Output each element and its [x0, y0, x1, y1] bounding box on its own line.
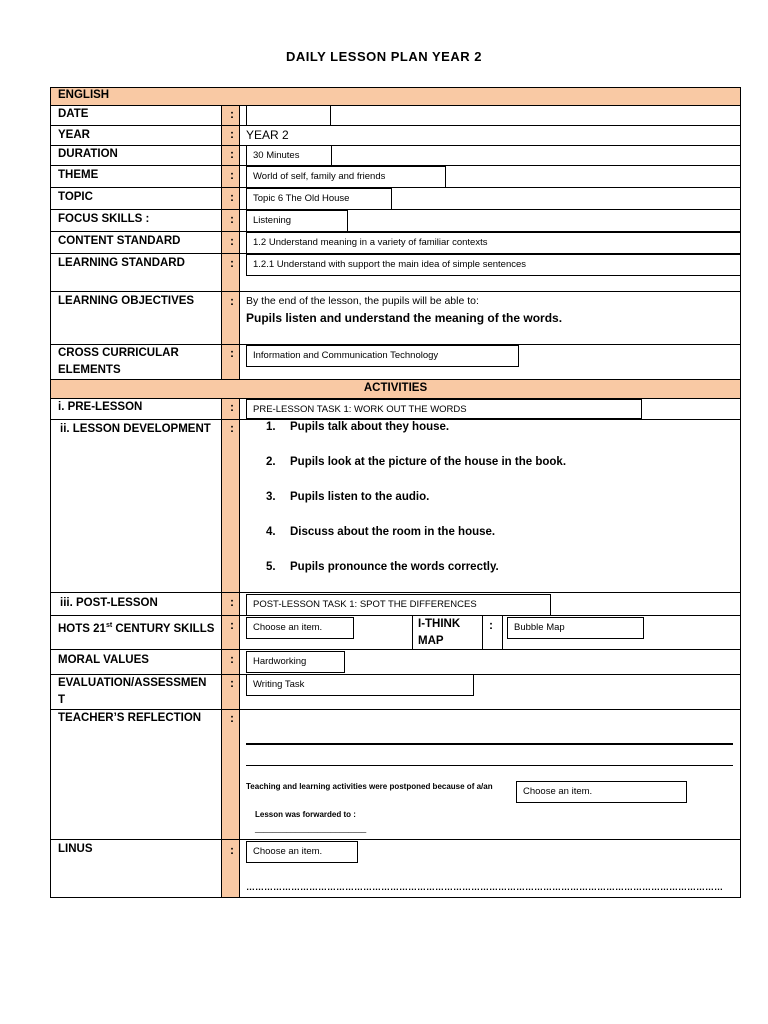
date-label: DATE	[58, 108, 89, 120]
colon: :	[230, 234, 234, 248]
learning-standard-label: LEARNING STANDARD	[58, 257, 185, 269]
objectives-main: Pupils listen and understand the meaning of the words.	[246, 311, 563, 325]
colon: :	[230, 595, 234, 609]
duration-field[interactable]: 30 Minutes	[246, 145, 332, 166]
hots-choose-item[interactable]: Choose an item.	[246, 617, 354, 639]
list-item: 2. Pupils look at the picture of the house in the book.	[266, 456, 567, 468]
linus-label: LINUS	[58, 843, 93, 855]
colon: :	[230, 256, 234, 270]
evaluation-field[interactable]: Writing Task	[246, 674, 474, 696]
colon: :	[230, 421, 234, 435]
theme-field[interactable]: World of self, family and friends	[246, 166, 446, 188]
colon: :	[230, 127, 234, 141]
subject-header-fill	[50, 87, 741, 105]
list-item: 4. Discuss about the room in the house.	[266, 526, 496, 538]
colon: :	[230, 711, 234, 725]
moral-values-field[interactable]: Hardworking	[246, 651, 345, 673]
content-standard-label: CONTENT STANDARD	[58, 235, 181, 247]
list-item: 5. Pupils pronounce the words correctly.	[266, 561, 499, 573]
content-standard-field[interactable]: 1.2 Understand meaning in a variety of familiar contexts	[246, 232, 741, 254]
pre-lesson-label: i. PRE-LESSON	[58, 401, 143, 413]
activities-heading: ACTIVITIES	[363, 382, 428, 394]
ithink-label-line1: I-THINK	[418, 618, 461, 630]
post-lesson-label: iii. POST-LESSON	[60, 597, 158, 609]
post-lesson-field[interactable]: POST-LESSON TASK 1: SPOT THE DIFFERENCES	[246, 594, 551, 616]
colon: :	[230, 212, 234, 226]
lesson-development-label: ii. LESSON DEVELOPMENT	[60, 423, 211, 435]
cross-curricular-label-line1: CROSS CURRICULAR	[58, 347, 179, 359]
ithink-label-line2: MAP	[418, 635, 444, 647]
forwarded-text: Lesson was forwarded to :	[255, 810, 356, 819]
focus-skills-label: FOCUS SKILLS :	[58, 213, 150, 225]
colon: :	[230, 346, 234, 360]
hots-label: HOTS 21st CENTURY SKILLS	[58, 622, 215, 635]
objectives-intro: By the end of the lesson, the pupils will be able to:	[246, 295, 479, 307]
page-title: DAILY LESSON PLAN YEAR 2	[286, 49, 482, 64]
theme-label: THEME	[58, 169, 99, 181]
forwarded-blank: _________________________	[255, 824, 367, 833]
colon: :	[489, 618, 493, 632]
year-label: YEAR	[58, 129, 90, 141]
focus-skills-field[interactable]: Listening	[246, 210, 348, 232]
learning-objectives-label: LEARNING OBJECTIVES	[58, 295, 195, 307]
lesson-plan-table	[50, 87, 741, 898]
year-value: YEAR 2	[246, 128, 289, 142]
moral-values-label: MORAL VALUES	[58, 654, 149, 666]
evaluation-label-line2: T	[58, 694, 66, 706]
linus-dotted-line: ……………………………………………………………………………………………………………………………………………	[246, 882, 723, 892]
colon: :	[230, 168, 234, 182]
reflection-line	[246, 765, 733, 766]
teachers-reflection-label: TEACHER’S REFLECTION	[58, 712, 202, 724]
colon: :	[230, 618, 234, 632]
colon: :	[230, 190, 234, 204]
evaluation-label-line1: EVALUATION/ASSESSMEN	[58, 677, 207, 689]
colon: :	[230, 294, 234, 308]
list-item: 1. Pupils talk about they house.	[266, 421, 450, 433]
colon: :	[230, 843, 234, 857]
lesson-development-list	[266, 421, 566, 596]
learning-standard-field[interactable]: 1.2.1 Understand with support the main idea of simple sentences	[246, 254, 741, 276]
reflection-line	[246, 743, 733, 745]
cross-curricular-label-line2: ELEMENTS	[58, 364, 121, 376]
topic-label: TOPIC	[58, 191, 93, 203]
cross-curricular-field[interactable]: Information and Communication Technology	[246, 345, 519, 367]
colon: :	[230, 652, 234, 666]
postponed-choose-item[interactable]: Choose an item.	[516, 781, 687, 803]
colon: :	[230, 400, 234, 414]
list-item: 3. Pupils listen to the audio.	[266, 491, 430, 503]
colon-column-fill-bottom	[221, 398, 239, 898]
postponed-text: Teaching and learning activities were postponed because of a/an	[246, 782, 493, 791]
duration-label: DURATION	[58, 148, 118, 160]
ithink-map-field[interactable]: Bubble Map	[507, 617, 644, 639]
colon: :	[230, 676, 234, 690]
colon: :	[230, 107, 234, 121]
colon: :	[230, 147, 234, 161]
linus-choose-item[interactable]: Choose an item.	[246, 841, 358, 863]
topic-field[interactable]: Topic 6 The Old House	[246, 188, 392, 210]
pre-lesson-field[interactable]: PRE-LESSON TASK 1: WORK OUT THE WORDS	[246, 399, 642, 419]
date-field[interactable]	[246, 105, 331, 126]
subject-label: ENGLISH	[58, 89, 110, 101]
